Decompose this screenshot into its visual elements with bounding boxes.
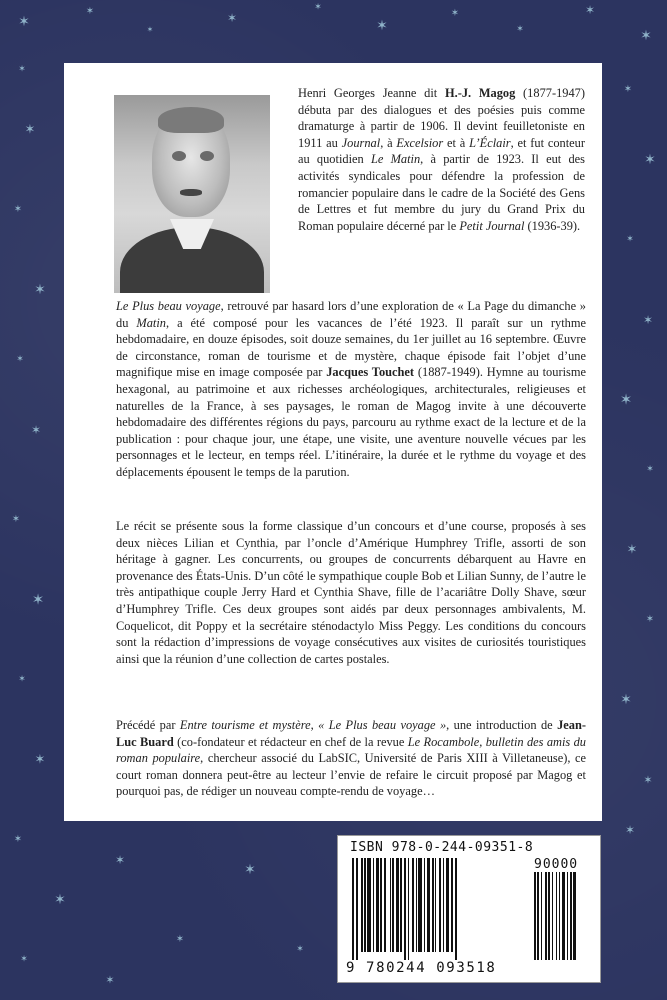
star-icon: ✶ (584, 3, 596, 17)
barcode-bar (352, 858, 354, 960)
paragraph-text: (co-fondateur et rédacteur en chef de la revue (173, 734, 408, 749)
star-icon: ✶ (24, 122, 36, 138)
star-icon: ✶ (623, 84, 633, 95)
star-icon: ✶ (624, 823, 636, 837)
barcode-bar (556, 872, 557, 960)
star-icon: ✶ (11, 514, 21, 525)
star-icon: ✶ (314, 2, 322, 13)
barcode-bar (367, 858, 371, 952)
star-icon: ✶ (226, 11, 238, 25)
star-icon: ✶ (105, 973, 115, 987)
book-title: Le Plus beau voyage (116, 299, 221, 313)
paragraph-text: , retrouvé par hasard lors d’une exploration de « La Page du dimanche » du (116, 299, 586, 330)
bio-text: , à (380, 135, 397, 150)
ean-barcode-bars (352, 858, 528, 960)
star-icon: ✶ (640, 28, 652, 44)
star-icon: ✶ (175, 934, 185, 945)
barcode-bar (443, 858, 444, 952)
star-icon: ✶ (114, 853, 126, 867)
barcode-bar (416, 858, 417, 952)
star-icon: ✶ (516, 24, 524, 35)
barcode-bar (390, 858, 391, 952)
paragraph-text: , une introduction de (446, 718, 558, 732)
star-icon: ✶ (30, 423, 42, 437)
barcode-bar (451, 858, 453, 952)
barcode-bar (541, 872, 542, 960)
star-icon: ✶ (296, 944, 304, 955)
barcode-bar (537, 872, 539, 960)
newspaper-name: Matin (136, 315, 166, 330)
paragraph-novel-description (116, 298, 586, 481)
barcode-bar (364, 858, 366, 952)
barcode-bar (412, 858, 414, 952)
barcode-bar (384, 858, 386, 952)
newspaper-name: Petit Journal (459, 218, 525, 233)
price-addon-number: 90000 (534, 857, 579, 872)
barcode-bar (432, 858, 434, 952)
newspaper-name: L’Éclair (469, 135, 511, 150)
barcode-bar (446, 858, 449, 952)
barcode-bar (408, 858, 409, 960)
paragraph-text: , a été composé pour les vacances de l’été 1923. Il paraît sur un rythme hebdomadaire, en douze épisodes, soit douze semaines, du 1er juillet au 16 septembre. Œuvre de circonstance, roman de tourisme et de mystère, chaque épisode fait l’objet d’une magnifique mise en image composée par (116, 315, 586, 380)
star-icon: ✶ (34, 282, 46, 298)
star-icon: ✶ (376, 18, 388, 34)
newspaper-name: Excelsior (396, 135, 444, 150)
barcode-bar (567, 872, 568, 960)
paragraph-plot-summary (116, 518, 586, 667)
star-icon: ✶ (34, 752, 46, 768)
star-icon: ✶ (619, 390, 633, 409)
barcode-bar (455, 858, 457, 960)
star-icon: ✶ (146, 25, 154, 34)
bio-text: et à (443, 135, 470, 150)
barcode-bar (427, 858, 430, 952)
barcode-bar (439, 858, 441, 952)
paragraph-text: Précédé par (116, 718, 180, 732)
barcode-bar (376, 858, 379, 952)
portrait-hair (158, 107, 224, 133)
addon-barcode-bars (534, 872, 592, 960)
barcode-bar (380, 858, 382, 952)
barcode-bar (545, 872, 547, 960)
star-icon: ✶ (20, 954, 28, 965)
star-icon: ✶ (54, 892, 66, 908)
barcode-bar (396, 858, 399, 952)
barcode-bar (573, 872, 576, 960)
barcode-bar (534, 872, 536, 960)
portrait-eye-left (172, 151, 186, 161)
star-icon: ✶ (18, 64, 26, 75)
star-icon: ✶ (31, 590, 45, 609)
barcode-bar (418, 858, 422, 952)
barcode-bar (548, 872, 550, 960)
newspaper-name: Journal (341, 135, 381, 150)
star-icon: ✶ (85, 6, 95, 17)
bio-text: , à partir de 1923. Il eut des activités syndicales pour défendre la profession de romancier populaire dans le cadre de la Société des Gens de Lettres et fut membre du jury du Grand Prix du Roman populaire décerné par le (298, 152, 585, 233)
isbn-barcode (337, 835, 601, 983)
paragraph-text: Le récit se présente sous la forme classique d’un concours et d’une course, proposés à ses deux nièces Lilian et Cynthia, par l’oncle d’Amérique Humphrey Trifle, assorti de son héritage à gagner. Les concurrents, ou groupes de concurrents débarquent au Havre en provenance des États-Unis. D’un côté le sympathique couple Bob et Lilian Sunny, de l’autre le très antipathique couple Jerry Hard et Cynthia Shave, fille de l’acariâtre Dolly Shave, sœur d’Humphrey Trifle. Ces deux groupes sont aidés par deux personnages ambivalents, M. Coquelicot, dit Poppy et la secrétaire sténodactylo Miss Peggy. Les conditions du concours sont la rédaction d’impressions de voyage consécutives aux visites de curiosités touristiques ainsi que la réunion d’une collection de cartes postales. (116, 519, 586, 666)
star-icon: ✶ (18, 674, 26, 685)
star-icon: ✶ (244, 862, 256, 878)
barcode-bar (392, 858, 394, 952)
star-icon: ✶ (13, 204, 23, 215)
bio-text: (1877-1947) débuta par des dialogues et des poésies puis comme dramaturge à partir de 1906. Il devint feuilletoniste en 1911 au (298, 86, 585, 150)
author-portrait-image (114, 95, 270, 293)
star-icon: ✶ (642, 313, 654, 327)
barcode-bar (552, 872, 553, 960)
star-icon: ✶ (450, 8, 460, 19)
bio-text: (1936-39). (524, 218, 581, 233)
bio-text: , et fut conteur au quotidien (298, 135, 585, 167)
barcode-bar (356, 858, 358, 960)
author-pen-name: H.-J. Magog (444, 86, 516, 100)
barcode-bar (424, 858, 425, 952)
text-panel (64, 63, 602, 821)
star-icon: ✶ (13, 834, 23, 845)
author-biography (298, 85, 585, 234)
introduction-author: Jean-Luc Buard (116, 718, 586, 749)
ean-number: 9 780244 093518 (346, 960, 497, 976)
barcode-bar (400, 858, 402, 952)
newspaper-name: Le Matin (370, 152, 421, 167)
star-icon: ✶ (626, 542, 638, 558)
barcode-bar (562, 872, 565, 960)
barcode-bar (373, 858, 374, 952)
star-icon: ✶ (620, 692, 632, 708)
barcode-bar (559, 872, 560, 960)
barcode-bar (570, 872, 572, 960)
paragraph-text: (1887-1949). Hymne au tourisme hexagonal, au patrimoine et aux richesses archéologiques, architecturales, religieuses et naturelles de la France, à ses paysages, le roman de Magog invite à une découverte hebdomadaire des différentes régions du pays, parcouru au rythme exact de la lecture et de la publication : pour chaque jour, une étape, une visite, une aventure nouvelle vécues par les personnages et le lecteur, en temps réel. L’itinéraire, la durée et le rythme du voyage et des déplacements épousent le temps de la parution. (116, 365, 586, 479)
portrait-moustache (180, 189, 202, 196)
isbn-number: ISBN 978-0-244-09351-8 (350, 840, 534, 855)
portrait-eye-right (200, 151, 214, 161)
star-icon: ✶ (643, 773, 653, 787)
illustrator-name: Jacques Touchet (326, 365, 415, 380)
barcode-bar (404, 858, 406, 960)
barcode-bar (361, 858, 363, 952)
star-icon: ✶ (646, 464, 654, 475)
star-icon: ✶ (16, 354, 24, 365)
star-icon: ✶ (626, 234, 634, 245)
introduction-title: Entre tourisme et mystère, « Le Plus beau voyage » (179, 718, 447, 732)
paragraph-introduction (116, 717, 586, 800)
star-icon: ✶ (18, 14, 30, 30)
paragraph-text: , chercheur associé du LabSIC, Université de Paris XIII à Villetaneuse), ce court roman donnera peut-être au lecteur l’envie de refaire le circuit proposé par Magog et pourquoi pas, de rédiger un nouveau compte-rendu de voyage… (116, 751, 587, 799)
star-icon: ✶ (644, 152, 656, 168)
barcode-bar (435, 858, 436, 952)
bio-text: Henri Georges Jeanne dit (298, 86, 445, 100)
star-icon: ✶ (645, 614, 655, 625)
revue-title: Le Rocambole, bulletin des amis du roman populaire (116, 734, 587, 766)
